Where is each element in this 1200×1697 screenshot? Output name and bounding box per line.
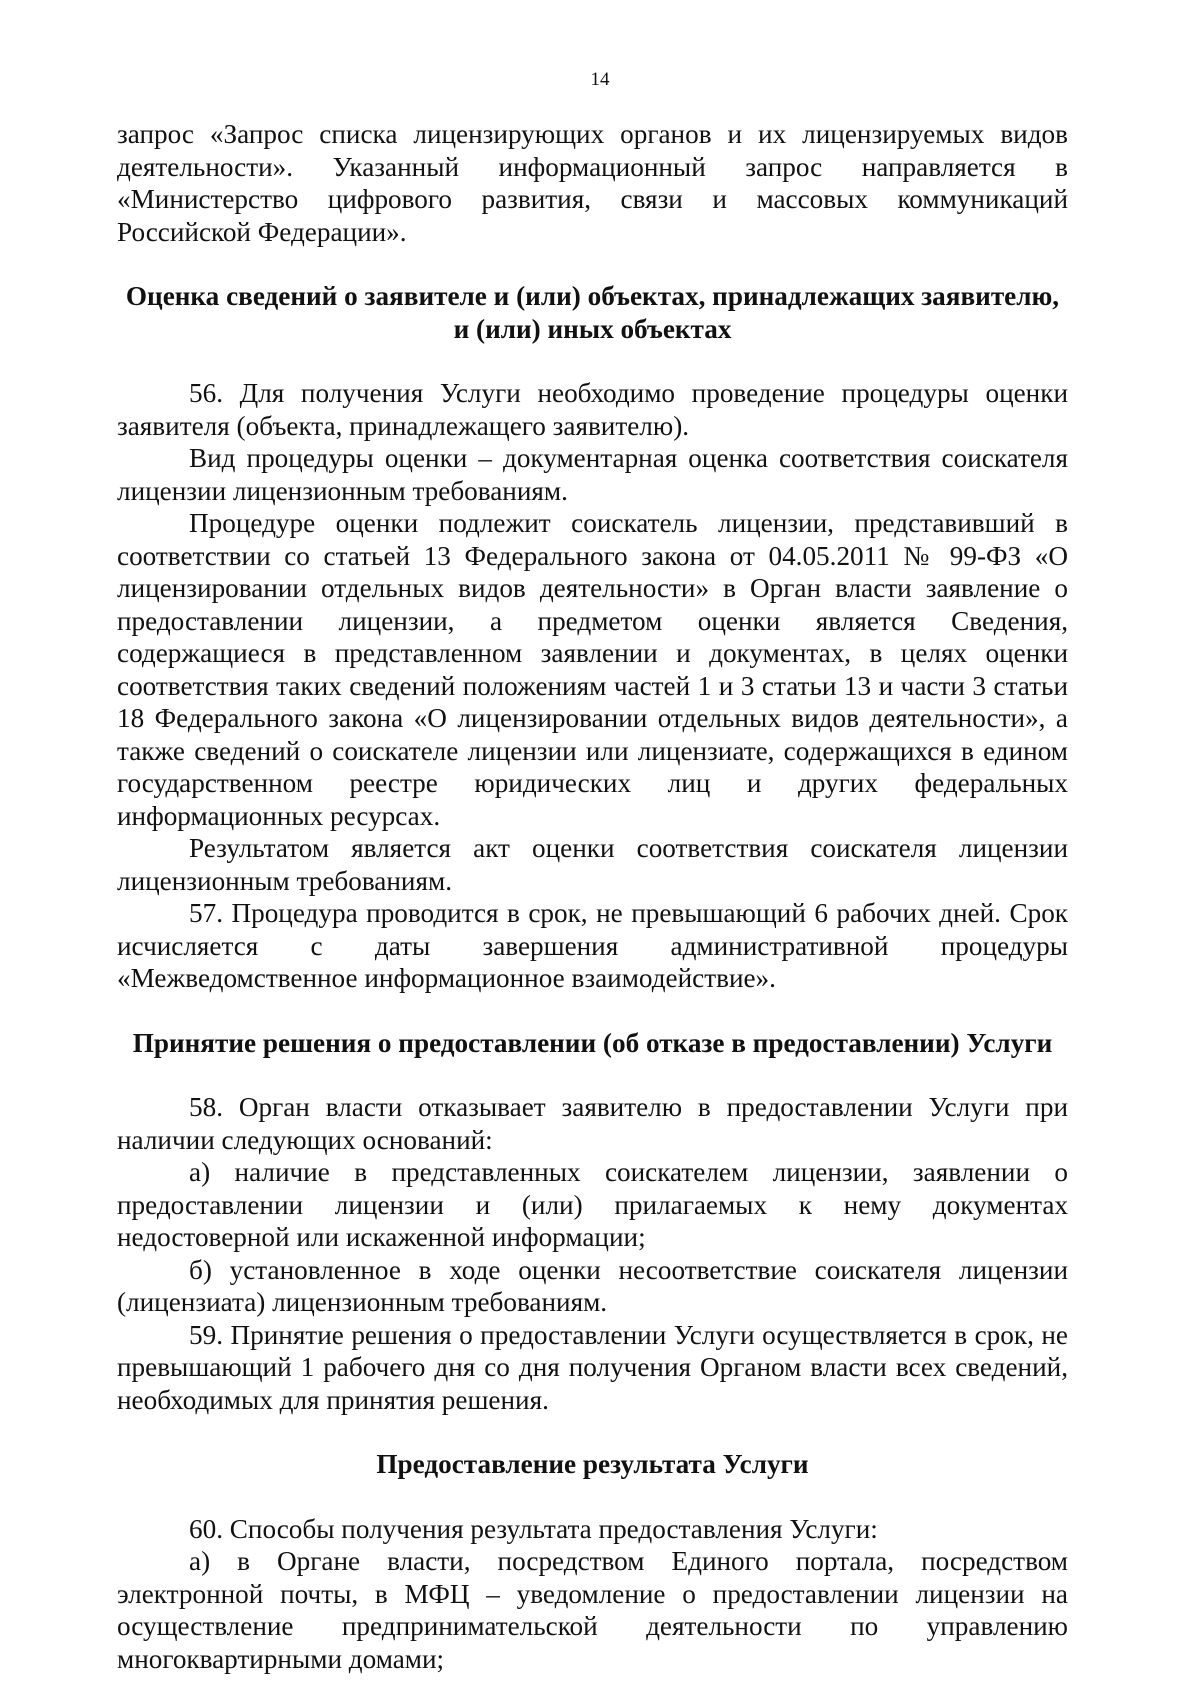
- paragraph-56-subject: Процедуре оценки подлежит соискатель лицензии, представивший в соответствии со статьей 13 Федерального закона от 04.05.2011 № 99-ФЗ «О лицензировании отдельных видов деятельности» в Орган власти заявление о предоставлении лицензии, а предметом оценки является Сведения, содержащиеся в представленном заявлении и документах, в целях оценки соответствия таких сведений положениям частей 1 и 3 статьи 13 и части 3 статьи 18 Федерального закона «О лицензировании отдельных видов деятельности», а также сведений о соискателе лицензии или лицензиате, содержащихся в едином государственном реестре юридических лиц и других федеральных информационных ресурсах.: [117, 508, 1068, 831]
- paragraph-57: 57. Процедура проводится в срок, не превышающий 6 рабочих дней. Срок исчисляется с даты завершения административной процедуры «Межведомственное информационное взаимодействие».: [117, 898, 1068, 993]
- paragraph-56: 56. Для получения Услуги необходимо проведение процедуры оценки заявителя (объекта, принадлежащего заявителю).: [117, 378, 1068, 441]
- section-heading-decision: Принятие решения о предоставлении (об отказе в предоставлении) Услуги: [132, 1027, 1053, 1058]
- paragraph-59: 59. Принятие решения о предоставлении Услуги осуществляется в срок, не превышающий 1 рабочего дня со дня получения Органом власти всех сведений, необходимых для принятия решения.: [117, 1319, 1068, 1415]
- spacer: [117, 1416, 1068, 1448]
- spacer: [117, 1481, 1068, 1513]
- paragraph-56-type: Вид процедуры оценки – документарная оценка соответствия соискателя лицензии лицензионным требованиям.: [117, 443, 1068, 506]
- section-heading-result: Предоставление результата Услуги: [376, 1449, 809, 1479]
- spacer: [117, 1059, 1068, 1091]
- paragraph-60-a: а) в Органе власти, посредством Единого портала, посредством электронной почты, в МФЦ – уведомление о предоставлении лицензии на осуществление предпринимательской деятельности по управлению многоквартирными домами;: [117, 1546, 1068, 1674]
- page-number: 14: [590, 69, 610, 90]
- paragraph-58-b: б) установленное в ходе оценки несоответствие соискателя лицензии (лицензиата) лицензионным требованиям.: [117, 1254, 1068, 1317]
- paragraph-intro: запрос «Запрос списка лицензирующих органов и их лицензируемых видов деятельности». Указанный информационный запрос направляется в «Министерство цифрового развития, связи и массовых коммуникаций Российской Федерации».: [117, 119, 1068, 247]
- paragraph-60: 60. Способы получения результата предоставления Услуги:: [189, 1513, 878, 1544]
- spacer: [117, 248, 1068, 280]
- paragraph-58: 58. Орган власти отказывает заявителю в предоставлении Услуги при наличии следующих оснований:: [117, 1092, 1068, 1155]
- section-heading-assessment: Оценка сведений о заявителе и (или) объектах, принадлежащих заявителю, и (или) иных объектах: [125, 281, 1060, 344]
- spacer: [117, 995, 1068, 1027]
- paragraph-58-a: а) наличие в представленных соискателем лицензии, заявлении о предоставлении лицензии и (или) прилагаемых к нему документах недостоверной или искаженной информации;: [117, 1157, 1068, 1252]
- paragraph-56-result: Результатом является акт оценки соответствия соискателя лицензии лицензионным требованиям.: [117, 833, 1068, 896]
- spacer: [117, 345, 1068, 377]
- document-body: [117, 118, 1068, 1675]
